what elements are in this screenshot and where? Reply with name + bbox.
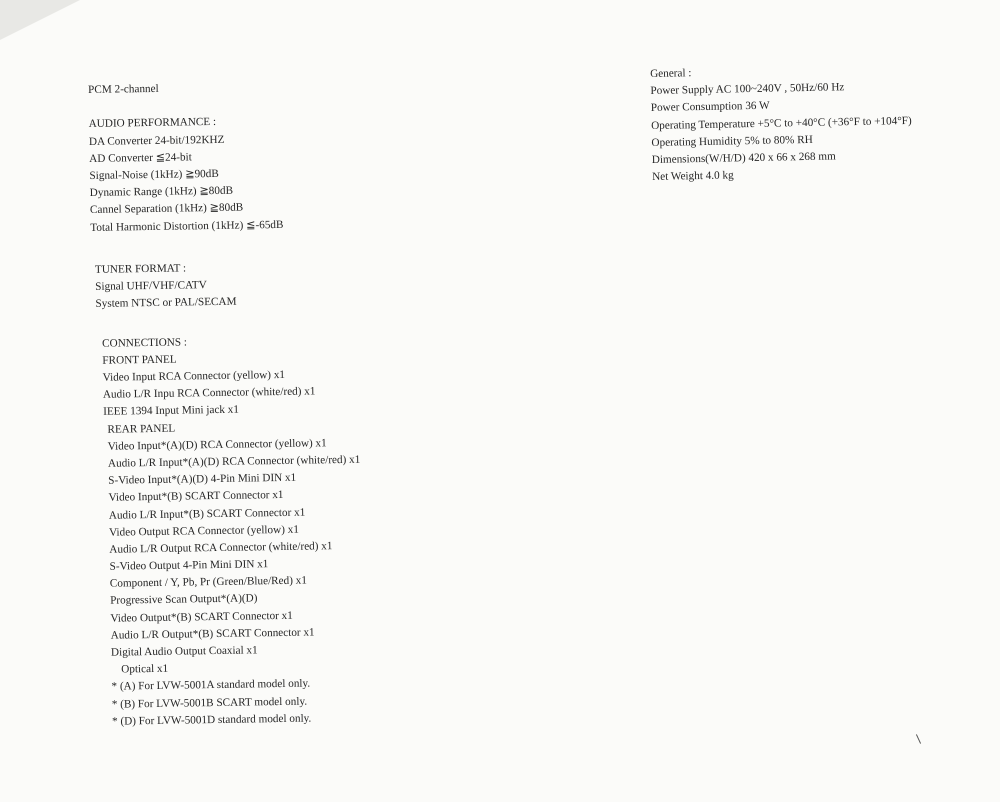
right-column [650, 59, 997, 186]
spec-line: Cannel Separation (1kHz) ≧80dB [89, 201, 244, 217]
footnote: * (B) For LVW-5001B SCART model only. [111, 695, 308, 711]
spec-line: Dynamic Range (1kHz) ≧80dB [89, 184, 234, 200]
spec-line: AD Converter ≦24-bit [89, 151, 192, 165]
spec-line: Video Input RCA Connector (yellow) x1 [102, 368, 286, 384]
spec-line: Progressive Scan Output*(A)(D) [110, 592, 258, 608]
spec-line: IEEE 1394 Input Mini jack x1 [103, 404, 240, 419]
connections-heading: CONNECTIONS : [102, 336, 188, 350]
spec-line: Video Output RCA Connector (yellow) x1 [108, 523, 299, 539]
rear-panel-heading: REAR PANEL [107, 422, 176, 436]
folded-corner [0, 0, 80, 40]
spec-line: Total Harmonic Distortion (1kHz) ≦-65dB [90, 218, 284, 234]
spec-line: Audio L/R Inpu RCA Connector (white/red) x1 [102, 385, 316, 401]
pcm-line: PCM 2-channel [88, 82, 159, 96]
spec-line: Video Input*(A)(D) RCA Connector (yellow) x1 [107, 437, 327, 453]
pen-mark [916, 734, 921, 743]
spec-line: S-Video Output 4-Pin Mini DIN x1 [109, 558, 269, 573]
spec-line: Signal UHF/VHF/CATV [95, 279, 207, 293]
spec-line: System NTSC or PAL/SECAM [95, 295, 237, 311]
front-panel-heading: FRONT PANEL [102, 353, 177, 367]
audio-performance-heading: AUDIO PERFORMANCE : [88, 116, 217, 131]
spec-line: DA Converter 24-bit/192KHZ [88, 133, 225, 148]
spec-line: Operating Temperature +5°C to +40°C (+36°F to +104°F) [651, 114, 912, 132]
spec-line-optical: Optical x1 [121, 662, 169, 676]
spec-line: Net Weight 4.0 kg [652, 169, 734, 184]
spec-line: Audio L/R Output*(B) SCART Connector x1 [110, 626, 315, 642]
general-heading: General : [650, 67, 692, 80]
spec-line: Video Output*(B) SCART Connector x1 [110, 609, 293, 625]
left-column [86, 74, 616, 731]
spec-line: Digital Audio Output Coaxial x1 [110, 644, 258, 659]
spec-line: Signal-Noise (1kHz) ≧90dB [89, 167, 219, 182]
spec-line: S-Video Input*(A)(D) 4-Pin Mini DIN x1 [108, 471, 297, 487]
spec-line: Audio L/R Output RCA Connector (white/red) x1 [109, 540, 333, 556]
tuner-format-heading: TUNER FORMAT : [94, 262, 187, 276]
spec-line: Dimensions(W/H/D) 420 x 66 x 268 mm [651, 150, 836, 166]
footnote: * (A) For LVW-5001A standard model only. [111, 677, 311, 694]
spec-line: Component / Y, Pb, Pr (Green/Blue/Red) x1 [109, 574, 307, 590]
spec-line: Audio L/R Input*(B) SCART Connector x1 [108, 506, 306, 522]
spec-line: Audio L/R Input*(A)(D) RCA Connector (white/red) x1 [107, 453, 361, 470]
spec-line: Power Supply AC 100~240V , 50Hz/60 Hz [650, 81, 845, 98]
spec-line: Video Input*(B) SCART Connector x1 [108, 489, 284, 505]
spec-line: Power Consumption 36 W [650, 100, 770, 115]
footnote: * (D) For LVW-5001D standard model only. [111, 712, 312, 728]
spec-line: Operating Humidity 5% to 80% RH [651, 133, 813, 149]
